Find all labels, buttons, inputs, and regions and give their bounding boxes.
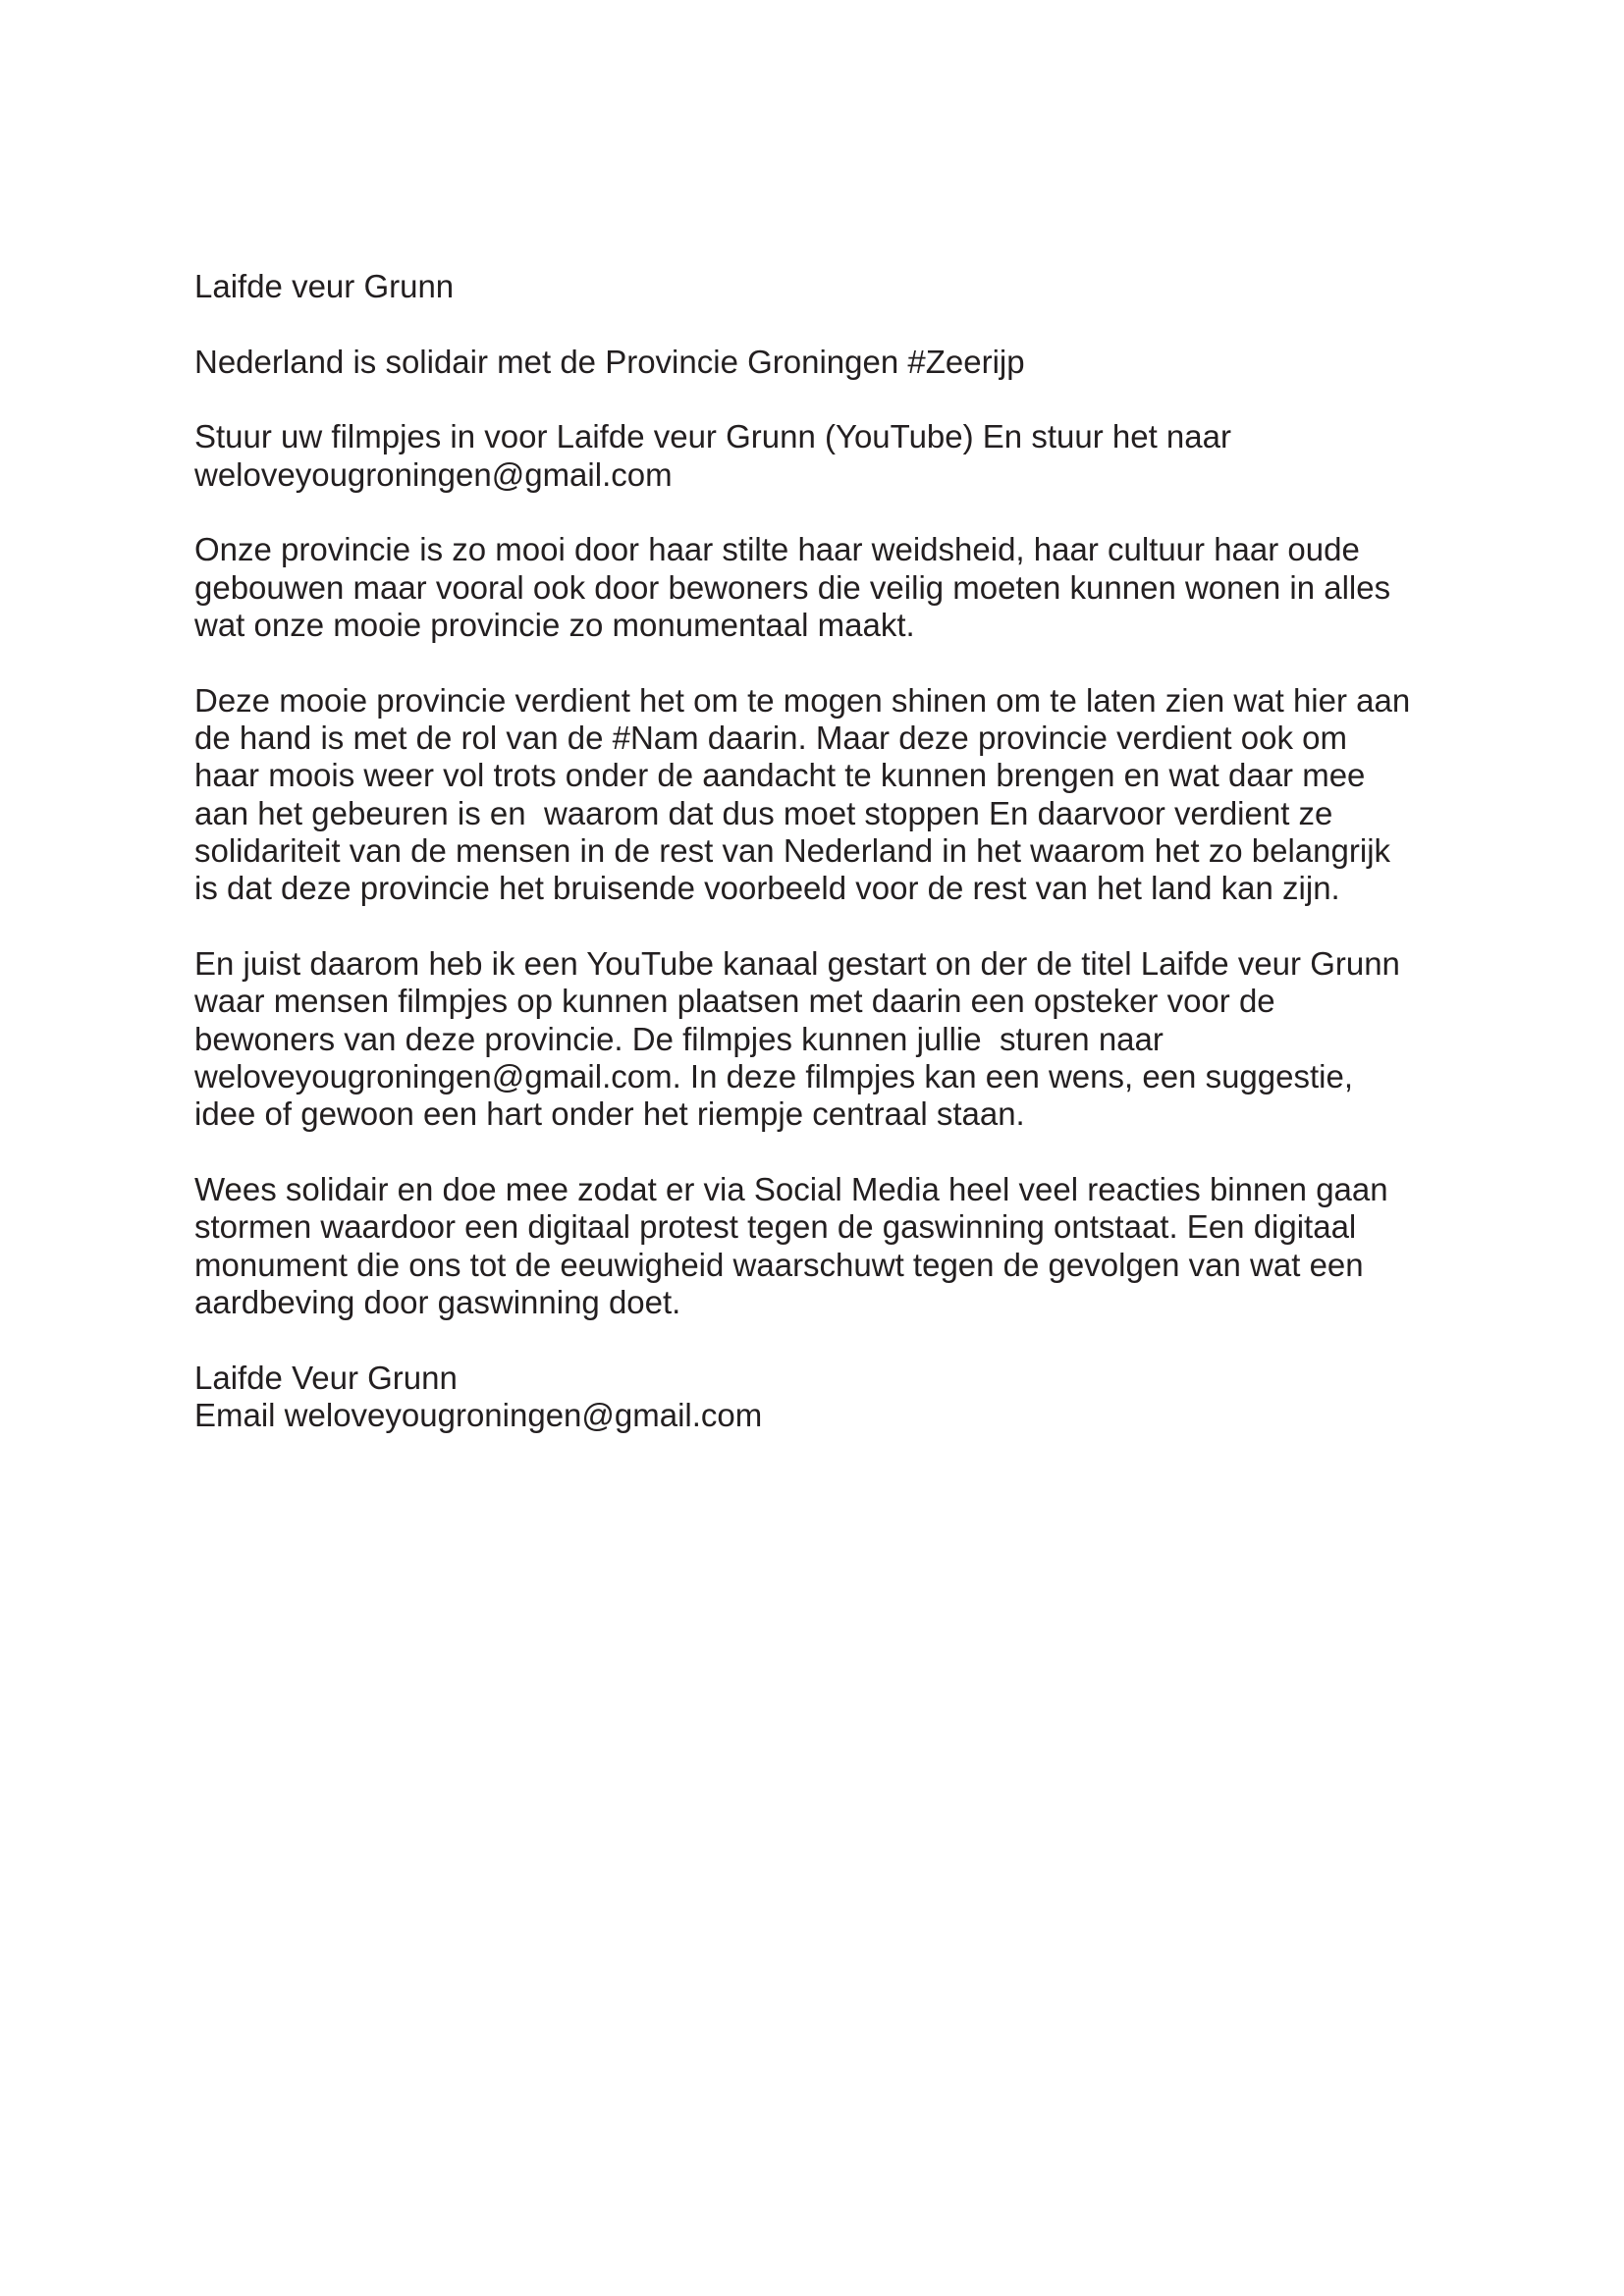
text-line: Nederland is solidair met de Provincie Groningen #Zeerijp [194,343,1025,380]
signature-name: Laifde Veur Grunn [194,1359,458,1396]
text-line: de hand is met de rol van de #Nam daarin. Maar deze provincie verdient ook om [194,719,1347,756]
paragraph-deserves [194,682,1471,908]
title-line: Laifde veur Grunn [194,268,455,304]
letter-body [194,268,1471,1434]
text-line: Stuur uw filmpjes in voor Laifde veur Grunn (YouTube) En stuur het naar [194,418,1231,455]
signature-block [194,1360,1471,1435]
text-line: gebouwen maar vooral ook door bewoners die veilig moeten kunnen wonen in alles [194,568,1391,606]
paragraph-youtube-channel [194,945,1471,1134]
text-line: stormen waardoor een digitaal protest tegen de gaswinning ontstaat. Een digitaal [194,1208,1357,1246]
text-line: En juist daarom heb ik een YouTube kanaal gestart on der de titel Laifde veur Grunn [194,944,1400,982]
text-line: idee of gewoon een hart onder het riempje centraal staan. [194,1095,1025,1133]
paragraph-submit-videos [194,418,1471,494]
paragraph-province [194,531,1471,644]
text-line: weloveyougroningen@gmail.com. In deze filmpjes kan een wens, een suggestie, [194,1057,1354,1095]
letter-title [194,268,1471,305]
text-line: aardbeving door gaswinning doet. [194,1283,681,1320]
text-line: is dat deze provincie het bruisende voorbeeld voor de rest van het land kan zijn. [194,870,1340,907]
text-line: wat onze mooie provincie zo monumentaal maakt. [194,606,915,643]
paragraph-solidarity [194,344,1471,381]
text-line: monument die ons tot de eeuwigheid waarschuwt tegen de gevolgen van wat een [194,1246,1364,1283]
text-line: aan het gebeuren is en waarom dat dus moet stoppen En daarvoor verdient ze [194,794,1333,831]
text-line: solidariteit van de mensen in de rest van Nederland in het waarom het zo belangrijk [194,831,1391,869]
paragraph-call-to-action [194,1171,1471,1321]
email-line: weloveyougroningen@gmail.com [194,455,673,493]
text-line: Wees solidair en doe mee zodat er via Social Media heel veel reacties binnen gaan [194,1170,1388,1207]
text-line: haar moois weer vol trots onder de aandacht te kunnen brengen en wat daar mee [194,757,1366,794]
text-line: bewoners van deze provincie. De filmpjes kunnen jullie sturen naar [194,1020,1164,1057]
text-line: Deze mooie provincie verdient het om te mogen shinen om te laten zien wat hier aan [194,681,1411,719]
signature-email: Email weloveyougroningen@gmail.com [194,1396,763,1433]
text-line: Onze provincie is zo mooi door haar stilte haar weidsheid, haar cultuur haar oude [194,531,1360,568]
text-line: waar mensen filmpjes op kunnen plaatsen met daarin een opsteker voor de [194,983,1275,1020]
